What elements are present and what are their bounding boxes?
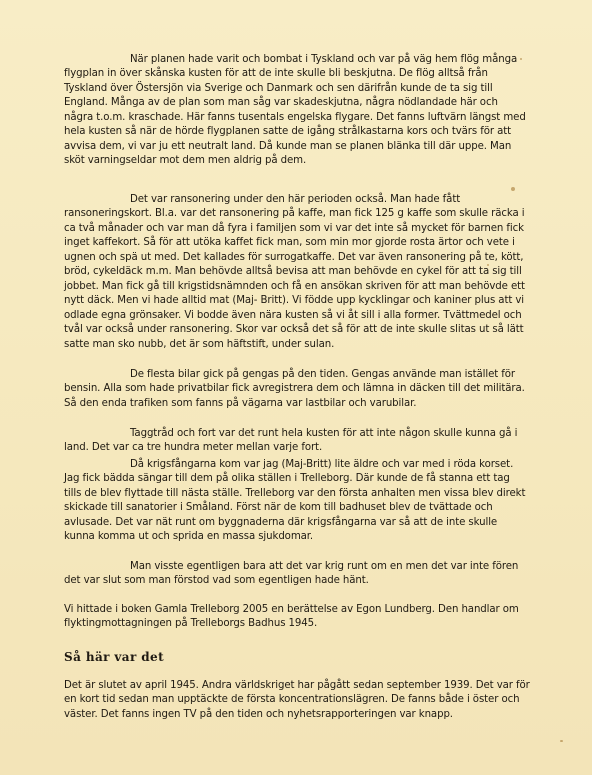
paragraph-book-reference: Vi hittade i boken Gamla Trelleborg 2005 en berättelse av Egon Lundberg. Den handlar om flyktingmottagningen på Trelleborgs Badhus 1945.	[64, 604, 519, 630]
paragraph-air-raids: När planen hade varit och bombat i Tyskland och var på väg hem flög många flygplan in över skånska kusten för att de inte skulle bli beskjutna. De flög alltså från Tyskland över Östersjön via Sverige och Danmark och sen därifrån kunde de ta sig till England. Många av de plan som man såg var skadeskjutna, några nödlandade här och några t.o.m. kraschade. Här fanns tusentals engelska flygare. Det fanns luftvärn längst med hela kusten så när de hörde flygplanen satte de igång strålkastarna kors och tvärs för att avvisa dem, vi var ju ett neutralt land. Då kunde man se planen blänka till där uppe. Man sköt varningseldar mot dem men aldrig på dem.	[64, 54, 526, 167]
paper-speck	[560, 740, 563, 742]
paragraph-april-1945: Det är slutet av april 1945. Andra världskriget har pågått sedan september 1939. Det var för en kort tid sedan man upptäckte de första koncentrationslägren. De fanns både i öster och väster. Det fanns ingen TV på den tiden och nyhetsrapporteringen var knapp.	[64, 680, 530, 720]
paper-speck	[520, 58, 522, 60]
paragraph-gengas: De flesta bilar gick på gengas på den tiden. Gengas använde man istället för bensin. Alla som hade privatbilar fick avregistrera dem och lämna in däcken till det militära. Så den enda trafiken som fanns på vägarna var lastbilar och varubilar.	[64, 369, 525, 409]
paragraph-prisoners: Då krigsfångarna kom var jag (Maj-Britt) lite äldre och var med i röda korset. Jag fick bädda sängar till dem på olika ställen i Trelleborg. Där kunde de få stanna ett tag tills de blev flyttade till nästa ställe. Trelleborg var den första anhalten men vissa blev direkt skickade till sanatorier i Småland. Först när de kom till badhuset blev de tvättade och avlusade. Det var nät runt om byggnaderna där krigsfångarna var så att de inte skulle kunna komma ut och sprida en massa sjukdomar.	[64, 459, 526, 543]
paragraph-barbed-wire: Taggtråd och fort var det runt hela kusten för att inte någon skulle kunna gå i land. Det var ca tre hundra meter mellan varje fort.	[64, 428, 518, 454]
paragraph-war-knowledge: Man visste egentligen bara att det var krig runt om en men det var inte fören det var slut som man förstod vad som egentligen hade hänt.	[64, 561, 519, 587]
paper-speck	[511, 187, 515, 191]
paper-speck	[487, 264, 489, 266]
paragraph-rationing: Det var ransonering under den här perioden också. Man hade fått ransoneringskort. Bl.a. var det ransonering på kaffe, man fick 125 g kaffe som skulle räcka i ca två månader och var man då fyra i familjen som vi var det inte så mycket för barnen fick inget kaffekort. Så för att utöka kaffet fick man, som min mor gjorde rosta ärtor och vete i ugnen och spä ut med. Det kallades för surrogatkaffe. Det var även ransonering på te, kött, bröd, cykeldäck m.m. Man behövde alltså bevisa att man behövde en cykel för att ta sig till jobbet. Man fick gå till krigstidsnämnden och få en ansökan skriven för att man behövde ett nytt däck. Men vi hade alltid mat (Maj- Britt). Vi födde upp kycklingar och kaniner plus att vi odlade egna grönsaker. Vi bodde även nära kusten så vi åt sill i alla former. Tvättmedel och tvål var också under ransonering. Skor var också det så för att de inte skulle slitas ut så lätt satte man sko nubb, det är som häftstift, under sulan.	[64, 194, 525, 350]
section-heading: Så här var det	[64, 650, 165, 664]
